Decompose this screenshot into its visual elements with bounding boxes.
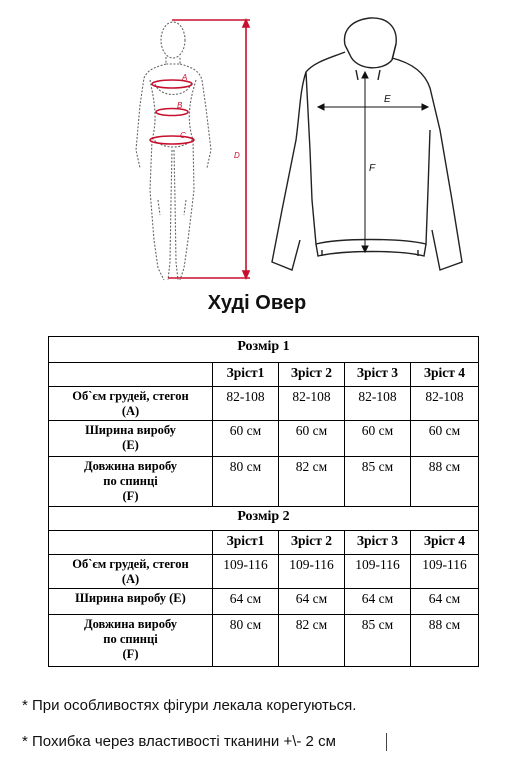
column-header: Зріст1 xyxy=(213,531,279,555)
label-e: E xyxy=(384,94,391,105)
table-cell: 85 см xyxy=(345,457,411,507)
column-header-empty xyxy=(49,531,213,555)
body-figure xyxy=(136,22,211,280)
table-cell: 64 см xyxy=(279,589,345,615)
table-cell: 82 см xyxy=(279,615,345,667)
section-heading-row xyxy=(49,337,479,363)
note-pattern-adjustment: * При особливостях фігури лекала корегуються. xyxy=(22,697,357,714)
table-cell: 60 см xyxy=(345,421,411,457)
table-row xyxy=(49,421,479,457)
column-header-row xyxy=(49,531,479,555)
table-row xyxy=(49,555,479,589)
table-cell: 109-116 xyxy=(345,555,411,589)
row-label: Об`єм грудей, стегон (А) xyxy=(49,555,213,589)
table-cell: 82-108 xyxy=(279,387,345,421)
label-c: C xyxy=(180,131,186,140)
label-f: F xyxy=(369,163,376,174)
table-cell: 88 см xyxy=(411,615,479,667)
table-cell: 80 см xyxy=(213,457,279,507)
table-cell: 82-108 xyxy=(213,387,279,421)
section-heading-row xyxy=(49,507,479,531)
section-heading: Розмір 1 xyxy=(49,337,479,363)
row-label: Об`єм грудей, стегон (А) xyxy=(49,387,213,421)
table-cell: 85 см xyxy=(345,615,411,667)
column-header: Зріст 4 xyxy=(411,531,479,555)
page-title: Худі Овер xyxy=(207,292,307,314)
column-header: Зріст 3 xyxy=(345,363,411,387)
table-cell: 64 см xyxy=(345,589,411,615)
table-row xyxy=(49,387,479,421)
column-header: Зріст 3 xyxy=(345,531,411,555)
column-header: Зріст 2 xyxy=(279,363,345,387)
table-cell: 88 см xyxy=(411,457,479,507)
text-cursor xyxy=(386,733,387,751)
hoodie-sketch xyxy=(272,18,462,270)
label-d: D xyxy=(234,151,240,160)
label-b: B xyxy=(177,101,183,110)
body-measurements xyxy=(150,20,250,278)
row-label: Ширина виробу (Е) xyxy=(49,421,213,457)
section-heading: Розмір 2 xyxy=(49,507,479,531)
column-header: Зріст1 xyxy=(213,363,279,387)
table-cell: 60 см xyxy=(411,421,479,457)
row-label: Ширина виробу (Е) xyxy=(49,589,213,615)
column-header-row xyxy=(49,363,479,387)
table-cell: 80 см xyxy=(213,615,279,667)
column-header: Зріст 4 xyxy=(411,363,479,387)
table-row xyxy=(49,457,479,507)
table-cell: 82-108 xyxy=(345,387,411,421)
table-cell: 109-116 xyxy=(411,555,479,589)
table-cell: 64 см xyxy=(213,589,279,615)
measurement-illustration xyxy=(0,0,514,285)
table-cell: 60 см xyxy=(279,421,345,457)
table-cell: 64 см xyxy=(411,589,479,615)
hoodie-measurements xyxy=(318,72,428,252)
note-fabric-tolerance: * Похибка через властивості тканини +\- 2 см xyxy=(22,733,336,750)
table-row xyxy=(49,615,479,667)
table-cell: 109-116 xyxy=(279,555,345,589)
table-cell: 82 см xyxy=(279,457,345,507)
table-cell: 82-108 xyxy=(411,387,479,421)
column-header-empty xyxy=(49,363,213,387)
table-row xyxy=(49,589,479,615)
table-cell: 109-116 xyxy=(213,555,279,589)
table-cell: 60 см xyxy=(213,421,279,457)
column-header: Зріст 2 xyxy=(279,531,345,555)
row-label: Довжина виробу по спинці (F) xyxy=(49,615,213,667)
label-a: A xyxy=(182,73,188,82)
size-chart-table xyxy=(48,336,479,667)
row-label: Довжина виробу по спинці (F) xyxy=(49,457,213,507)
